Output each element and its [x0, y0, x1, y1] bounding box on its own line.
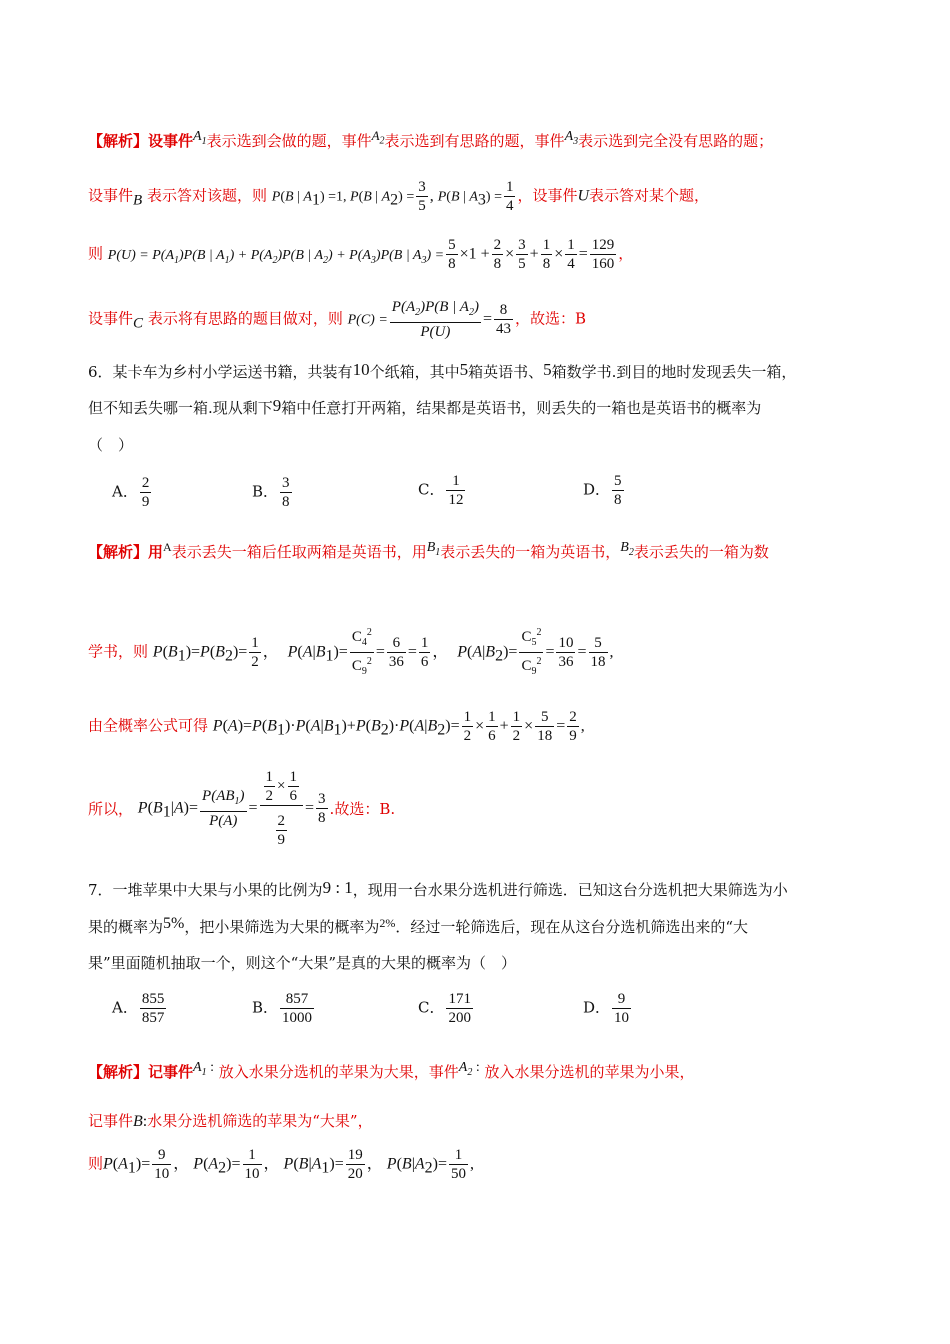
- option-label: B．: [252, 482, 279, 501]
- sol5-text: ，: [618, 244, 634, 263]
- q6-number: 5: [543, 360, 552, 379]
- option-denominator: 9: [141, 494, 150, 510]
- q7-percent: 5%: [163, 915, 185, 932]
- sol5-line-4: 设事件$_C$ 表示将有思路的题目做对，则 P(C) = $\frac{P(A_2)P(B | A_2)}{P(U)}$ = $\frac{8}{43}$ ，故选：B: [88, 299, 587, 340]
- option-label: A．: [112, 482, 138, 501]
- q6-text: 但不知丢失哪一箱.现从剩下: [88, 399, 273, 417]
- sol7-text: 则: [88, 1154, 104, 1173]
- sol7-line-3: 则$P(A_1)=$ $\frac{9}{10}$ ， $P(A_2)=$ $\frac{1}{10}$ ， $P(B|A_1)=$ $\frac{19}{20}$ ， $P(B|A_2)=$ $\frac{1}{50}$ ,: [88, 1147, 475, 1182]
- sol7-line-2: 记事件B:水果分选机筛选的苹果为“大果”，: [88, 1112, 373, 1130]
- sol6-text: .故选：B.: [329, 800, 396, 818]
- option-label: A．: [112, 998, 138, 1017]
- sol6-text: 表示丢失的一箱为英语书，: [440, 543, 621, 561]
- sol5-text: ，故选：B: [514, 309, 587, 328]
- sol5-line-2: 设事件$_B$ 表示答对该题，则 P(B | $A_1) =1$, P(B | $A_2$) = $\frac{3}{5}$ , P(B | $A_3$) = $\frac{1}{4}$ ，设事件U表示答对某个题，: [88, 179, 710, 214]
- sol5-text: 则: [88, 244, 104, 263]
- sol6-line-2: 学书，则 $P(B_1)=P(B_2)=$ $\frac{1}{2}$ ， $P(A|B_1)=$ $\frac{C_4^2}{C_9^2}$ = $\frac{6}{36}$ = $\frac{1}{6}$ ， $P(A|B_2)=$ $\frac{C_5^2}{C_9^2}$ = $\frac{10}{36}$ = $\frac{5}{18}$ ,: [88, 624, 614, 681]
- q6-text: 个纸箱，其中: [369, 363, 460, 381]
- sol7-line-1: 【解析】记事件$^{A_1 :}$ 放入水果分选机的苹果为大果，事件$^{A_2 :}$ 放入水果分选机的苹果为小果，: [88, 1060, 695, 1081]
- sol7-text: 记事件: [88, 1112, 134, 1130]
- q6-option-b[interactable]: [252, 474, 294, 511]
- option-label: D．: [583, 998, 611, 1017]
- q7-option-a[interactable]: [112, 990, 168, 1027]
- sol7-text: 放入水果分选机的苹果为小果，: [484, 1063, 695, 1081]
- sol5-text: ，设事件: [517, 186, 578, 205]
- sol6-text: 学书，则: [88, 642, 149, 661]
- sol7-text: 水果分选机筛选的苹果为“大果”，: [147, 1112, 373, 1130]
- q6-line-2: [88, 396, 761, 418]
- option-denominator: 857: [141, 1010, 165, 1026]
- q7-text: 一堆苹果中大果与小果的比例为: [112, 881, 323, 899]
- sol6-text: 由全概率公式可得: [88, 716, 209, 735]
- sol7-text: 【解析】记事件: [88, 1063, 194, 1081]
- option-denominator: 1000: [282, 1010, 313, 1026]
- question-number: 6．: [88, 363, 113, 381]
- option-denominator: 12: [448, 492, 464, 508]
- q6-paren-text: （ ）: [88, 436, 134, 454]
- sol6-text: 【解析】用: [88, 543, 164, 561]
- q6-number: 10: [352, 360, 370, 379]
- q7-percent: 2%: [379, 916, 396, 930]
- q6-option-d[interactable]: [583, 472, 626, 509]
- sol6-line-1: 【解析】用$^A$表示丢失一箱后任取两箱是英语书，用$^{B_1}$表示丢失的一箱为英语书，$^{B_2}$表示丢失的一箱为数: [88, 540, 769, 561]
- q7-ratio: 9 : 1: [322, 878, 353, 897]
- q7-line-1: [88, 878, 788, 900]
- q6-option-a[interactable]: [112, 474, 153, 511]
- q6-option-c[interactable]: [418, 472, 467, 509]
- sol5-text: 表示答对某个题，: [589, 186, 710, 205]
- q6-paren: [88, 434, 133, 455]
- q7-line-2: [88, 915, 748, 937]
- option-denominator: 200: [448, 1010, 471, 1026]
- sol5-line-3: 则 $P(U) = P(A_1)P(B$ | $A_1) + P(A_2)P(B$ | $A_2) + P(A_3)P(B$ | $A_3$) = $\frac{5}{8}$ ×1 + $\frac{2}{8}$ × $\frac{3}{5}$ + $\frac{1}{8}$ × $\frac{1}{4}$ = $\frac{129}{160}$ ，: [88, 237, 634, 272]
- q7-option-c[interactable]: [418, 990, 475, 1027]
- sol5-text: 表示选到会做的题，事件: [206, 132, 372, 150]
- sol5-text: 表示答对该题，则: [146, 186, 267, 205]
- sol6-line-3: 由全概率公式可得 $P(A)=P(B_1)\cdot P(A|B_1)+P(B_2)\cdot P(A|B_2)=$ $\frac{1}{2}$ × $\frac{1}{6}$ + $\frac{1}{2}$ × $\frac{5}{18}$ = $\frac{2}{9}$ ,: [88, 709, 585, 744]
- option-numerator: 857: [280, 990, 314, 1009]
- option-denominator: 10: [614, 1010, 630, 1026]
- q7-text: ，现用一台水果分选机进行筛选．已知这台分选机把大果筛选为小: [352, 881, 788, 899]
- option-label: D．: [583, 480, 611, 499]
- option-numerator: 5: [614, 473, 622, 489]
- q7-text: ，把小果筛选为大果的概率为: [184, 918, 380, 936]
- option-numerator: 855: [141, 991, 165, 1007]
- q7-text: 果的概率为: [88, 918, 164, 936]
- sol6-text: 所以，: [88, 800, 134, 818]
- sol5-text: 表示将有思路的题目做对，则: [147, 309, 343, 328]
- option-numerator: 9: [612, 990, 631, 1009]
- sol5-line-1: 【解析】设事件$^{A_1}$表示选到会做的题，事件$^{A_2}$表示选到有思路的题，事件$^{A_3}$表示选到完全没有思路的题；: [88, 128, 774, 150]
- q7-line-3: [88, 952, 516, 973]
- sol5-text: 表示选到完全没有思路的题；: [578, 132, 774, 150]
- q6-text: 箱英语书、: [468, 363, 544, 381]
- q7-option-d[interactable]: [583, 990, 633, 1027]
- sol6-text: 表示丢失一箱后任取两箱是英语书，用: [171, 543, 427, 561]
- sol5-text: 设事件: [88, 309, 134, 328]
- q6-text: 某卡车为乡村小学运送书籍，共装有: [112, 363, 353, 381]
- option-numerator: 1: [446, 472, 465, 491]
- option-denominator: 8: [614, 492, 622, 508]
- q6-line-1: [88, 360, 796, 382]
- sol5-text: 设事件: [88, 186, 134, 205]
- sol6-line-4: 所以， $P(B_1|A)=$ $\frac{P(AB_1)}{P(A)}$ = $\frac{1}{2}$ × $\frac{1}{6}$ $\frac{2}{9}$ = $\frac{3}{8}$ .故选：B.: [88, 769, 396, 848]
- sol5-text: 表示选到有思路的题，事件: [384, 132, 565, 150]
- q6-number: 9: [272, 396, 282, 415]
- sol6-text: 表示丢失的一箱为数: [633, 543, 769, 561]
- question-number: 7．: [88, 881, 113, 899]
- option-label: B．: [252, 998, 279, 1017]
- q7-option-b[interactable]: [252, 990, 316, 1027]
- option-label: C．: [418, 998, 445, 1017]
- q7-text: ．经过一轮筛选后，现在从这台分选机筛选出来的“大: [395, 918, 749, 936]
- option-numerator: 2: [141, 475, 150, 491]
- q6-number: 5: [459, 360, 469, 379]
- option-numerator: 3: [282, 475, 290, 491]
- q6-text: 箱中任意打开两箱，结果都是英语书，则丢失的一箱也是英语书的概率为: [281, 399, 762, 417]
- option-denominator: 8: [282, 494, 290, 510]
- sol5-text: 【解析】设事件: [88, 132, 194, 150]
- option-numerator: 171: [448, 991, 471, 1007]
- q7-text: 果”里面随机抽取一个，则这个“大果”是真的大果的概率为（ ）: [88, 954, 517, 972]
- option-label: C．: [418, 480, 445, 499]
- sol7-text: 放入水果分选机的苹果为大果，事件: [218, 1063, 459, 1081]
- q6-text: 箱数学书.到目的地时发现丢失一箱，: [551, 363, 797, 381]
